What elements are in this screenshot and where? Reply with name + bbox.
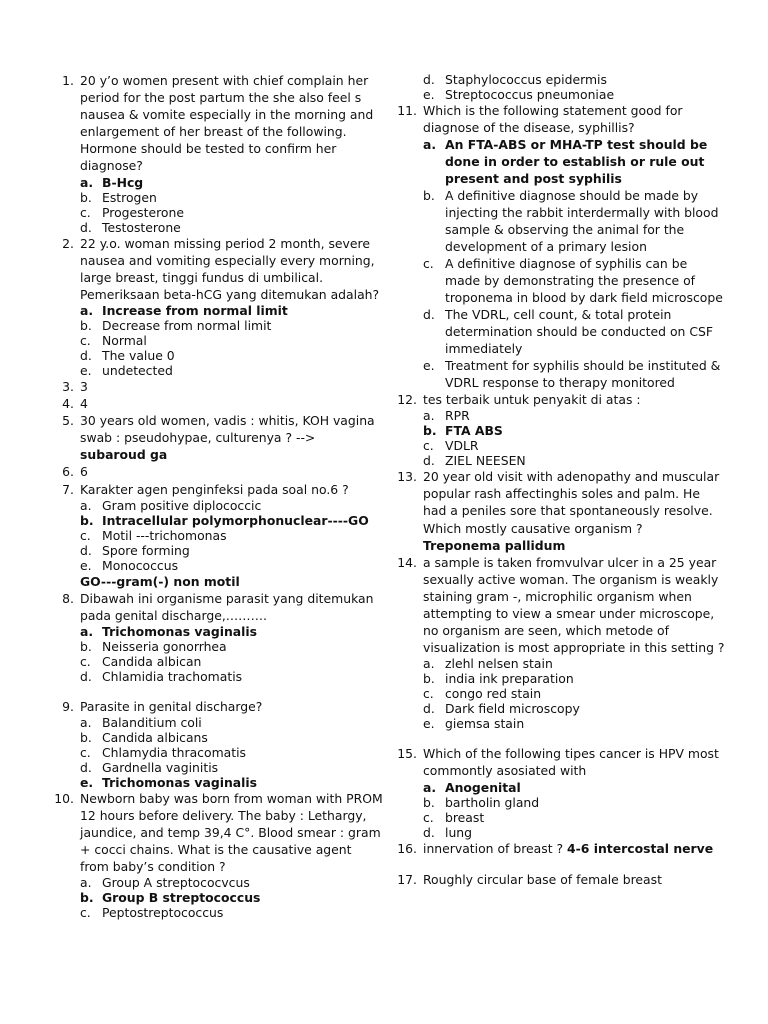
question-text: Dibawah ini organisme parasit yang ditemukan pada genital discharge,……….: [80, 590, 374, 623]
option-d: d. Chlamidia trachomatis: [80, 668, 243, 684]
option-d: d. Gardnella vaginitis: [80, 759, 219, 775]
question-10: [52, 790, 384, 920]
question-number: 13.: [397, 469, 417, 485]
option-d: d. The VDRL, cell count, & total protein determination should be conducted on CSF immediately: [423, 307, 713, 357]
question-13: [395, 468, 725, 553]
question-8: [52, 590, 384, 684]
option-b: b. FTA ABS: [423, 423, 503, 439]
option-c: c. Motil ---trichomonas: [80, 527, 227, 543]
option-c: c. Progesterone: [80, 204, 184, 220]
question-text: 6: [80, 464, 88, 480]
option-c: c. Chlamydia thracomatis: [80, 744, 246, 760]
option-a: a. Trichomonas vaginalis: [80, 623, 258, 639]
option-e: e. Treatment for syphilis should be instituted & VDRL response to therapy monitored: [423, 358, 721, 391]
option-c: c. VDLR: [423, 438, 479, 454]
question-4: [52, 395, 384, 412]
question-number: 14.: [397, 554, 417, 570]
question-17: [395, 871, 725, 888]
spacer: [395, 731, 725, 745]
option-a: a. zlehl nelsen stain: [423, 656, 553, 672]
spacer: [52, 684, 384, 698]
option-a: a. RPR: [423, 408, 470, 424]
question-text: Which of the following tipes cancer is HPV most commontly asosiated with: [423, 746, 719, 779]
question-number: 7.: [62, 481, 74, 497]
question-6: [52, 463, 384, 480]
option-c: c. congo red stain: [423, 686, 542, 702]
question-3: [52, 378, 384, 395]
option-d: d. lung: [423, 824, 473, 840]
question-number: 17.: [397, 871, 417, 887]
option-e: e. Monococcus: [80, 557, 179, 573]
option-b: b. Candida albicans: [80, 729, 208, 745]
question-number: 15.: [397, 746, 417, 762]
spacer: [395, 857, 725, 871]
option-d: d. Dark field microscopy: [423, 701, 580, 717]
question-text: a sample is taken fromvulvar ulcer in a 25 year sexually active woman. The organism is weakly staining gram -, microphilic organism when attempting to view a smear under microscope, no organism are seen, which metode of visualization is most appropriate in this setting ?: [423, 554, 725, 656]
question-number: 5.: [62, 413, 74, 429]
question-text: Roughly circular base of female breast: [423, 871, 662, 887]
option-d: d. Spore forming: [80, 542, 190, 558]
question-text: 22 y.o. woman missing period 2 month, severe nausea and vomiting especially every morning, large breast, tinggi fundus di umbilical. Pemeriksaan beta-hCG yang ditemukan adalah?: [80, 235, 380, 302]
question-text: 3: [80, 378, 88, 394]
question-text: Karakter agen penginfeksi pada soal no.6 ?: [80, 481, 349, 497]
question-number: 9.: [62, 698, 74, 714]
question-text: Which is the following statement good for diagnose of the disease, syphillis?: [423, 103, 683, 136]
option-a: a. Group A streptococvcus: [80, 875, 250, 891]
question-number: 3.: [62, 378, 74, 394]
question-7: [52, 481, 384, 590]
question-text: tes terbaik untuk penyakit di atas :: [423, 392, 641, 408]
question-number: 10.: [54, 790, 74, 806]
option-a: a. An FTA-ABS or MHA-TP test should be done in order to establish or rule out present and post syphilis: [423, 137, 708, 187]
question-10-continued: [395, 72, 725, 102]
answer-note: GO---gram(-) non motil: [80, 573, 240, 589]
option-a: a. Increase from normal limit: [80, 302, 288, 318]
option-a: a. B-Hcg: [80, 174, 144, 190]
question-number: 6.: [62, 464, 74, 480]
option-a: a. Balanditium coli: [80, 714, 202, 730]
option-c: c. A definitive diagnose of syphilis can be made by demonstrating the presence of troponema in blood by dark field microscope: [423, 256, 723, 306]
option-b: b. Decrease from normal limit: [80, 317, 272, 333]
question-number: 8.: [62, 590, 74, 606]
option-c: c. Normal: [80, 332, 147, 348]
question-number: 16.: [397, 840, 417, 856]
question-2: [52, 235, 384, 378]
question-15: [395, 745, 725, 839]
option-e: e. Trichomonas vaginalis: [80, 774, 258, 790]
option-e: e. giemsa stain: [423, 716, 525, 732]
question-5: [52, 412, 384, 463]
question-number: 4.: [62, 396, 74, 412]
option-a: a. Gram positive diplococcic: [80, 497, 262, 513]
option-c: c. Peptostreptococcus: [80, 905, 224, 921]
right-column: [395, 72, 725, 888]
option-c: c. breast: [423, 809, 485, 825]
option-b: b. bartholin gland: [423, 794, 540, 810]
question-text: Parasite in genital discharge?: [80, 698, 263, 714]
answer-text: subaroud ga: [80, 447, 168, 463]
option-d: d. The value 0: [80, 347, 175, 363]
question-16: [395, 840, 725, 857]
option-b: b. Group B streptococcus: [80, 890, 261, 906]
question-text: 4: [80, 396, 88, 412]
left-column: [52, 72, 384, 920]
question-text: 20 year old visit with adenopathy and muscular popular rash affectinghis soles and palm. He had a peniles sore that spontaneously resolve. Which mostly causative organism ?: [423, 469, 720, 536]
option-d: d. Staphylococcus epidermis: [423, 72, 607, 87]
answer-text: Treponema pallidum: [423, 537, 566, 553]
option-b: b. Intracellular polymorphonuclear----GO: [80, 512, 369, 528]
question-text: Newborn baby was born from woman with PROM 12 hours before delivery. The baby : Lethargy, jaundice, and temp 39,4 C°. Blood smear : gram + cocci chains. What is the causative agent from baby’s condition ?: [80, 790, 383, 875]
option-e: e. undetected: [80, 362, 173, 378]
option-b: b. india ink preparation: [423, 671, 574, 687]
question-11: [395, 102, 725, 391]
question-number: 2.: [62, 235, 74, 251]
option-b: b. Estrogen: [80, 189, 157, 205]
question-14: [395, 554, 725, 732]
option-d: d. Testosterone: [80, 219, 181, 235]
option-a: a. Anogenital: [423, 779, 521, 795]
option-d: d. ZIEL NEESEN: [423, 453, 526, 469]
option-e: e. Streptococcus pneumoniae: [423, 87, 615, 102]
option-b: b. Neisseria gonorrhea: [80, 638, 227, 654]
option-b: b. A definitive diagnose should be made by injecting the rabbit interdermally with blood sample & observing the animal for the development of a primary lesion: [423, 188, 719, 255]
option-c: c. Candida albican: [80, 653, 202, 669]
question-text: 20 y’o women present with chief complain her period for the post partum the she also feel s nausea & vomite especially in the morning and enlargement of her breast of the following. Hormone should be tested to confirm her diagnose?: [80, 73, 374, 174]
question-12: [395, 391, 725, 468]
question-text: innervation of breast ?: [423, 840, 568, 856]
question-number: 1.: [62, 73, 74, 88]
answer-text: 4-6 intercostal nerve: [567, 840, 714, 856]
question-number: 11.: [397, 103, 417, 118]
question-text: 30 years old women, vadis : whitis, KOH vagina swab : pseudohypae, culturenya ? -->: [80, 413, 375, 446]
question-1: [52, 72, 384, 235]
question-number: 12.: [397, 392, 417, 408]
question-9: [52, 698, 384, 790]
